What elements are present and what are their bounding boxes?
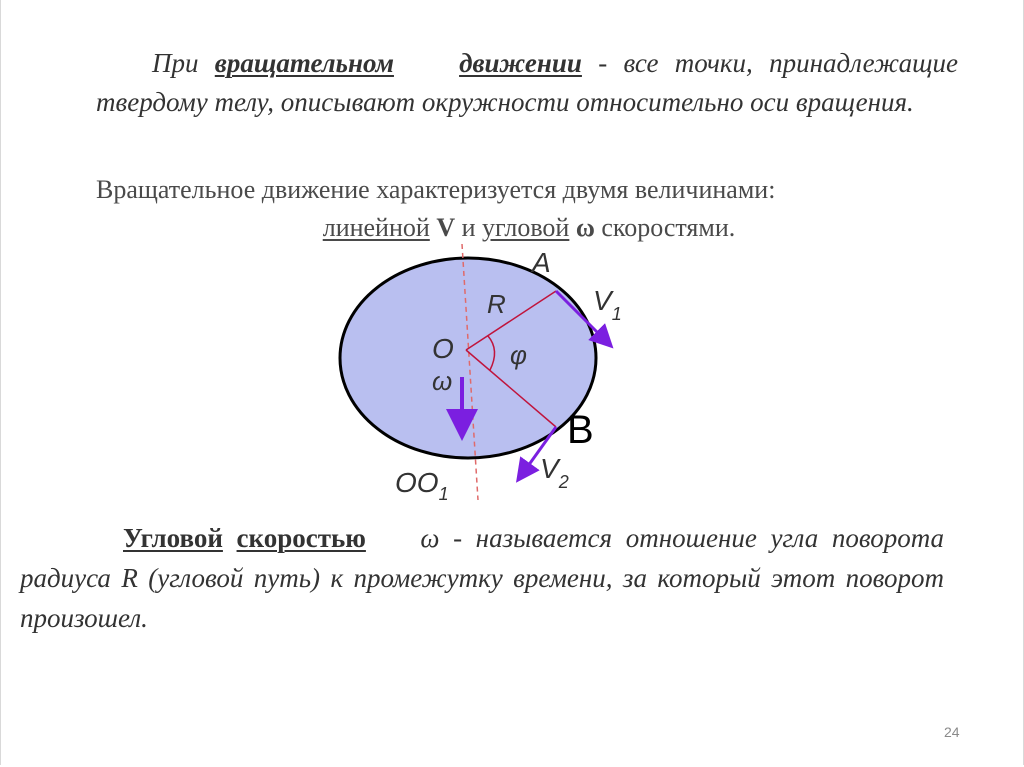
angular-word: угловой bbox=[482, 213, 570, 242]
label-R: R bbox=[487, 289, 506, 319]
and-word: и bbox=[455, 213, 483, 242]
label-OO1: $OO_1$ bbox=[395, 467, 449, 504]
term-velocity: скоростью bbox=[236, 523, 366, 553]
omega-symbol: ω bbox=[420, 523, 440, 553]
definition-rest: - все точки, принадлежащие твердому телу, описывают окружности относительно оси вращения. bbox=[96, 48, 959, 117]
label-O: O bbox=[432, 333, 454, 364]
characterization-line: Вращательное движение характеризуется двумя величинами: bbox=[96, 175, 776, 204]
rotating-disk bbox=[340, 258, 596, 458]
label-V1: $V_1$ bbox=[593, 285, 622, 324]
linear-word: линейной bbox=[322, 213, 430, 242]
angular-symbol: ω bbox=[575, 213, 595, 242]
label-phi: φ bbox=[510, 340, 527, 370]
label-B: B bbox=[567, 408, 594, 452]
term-rotational: вращательном bbox=[214, 48, 394, 78]
linear-symbol: V bbox=[436, 213, 456, 242]
page-number: 24 bbox=[944, 724, 960, 740]
speeds-word: скоростями. bbox=[594, 213, 736, 242]
lead-text: При bbox=[152, 48, 215, 78]
term-motion: движении bbox=[459, 48, 582, 78]
label-omega: ω bbox=[432, 366, 453, 396]
label-V2: $V_2$ bbox=[540, 453, 569, 492]
angular-definition-rest: - называется отношение угла поворота радиуса R (угловой путь) к промежутку времени, за который этот поворот произошел. bbox=[20, 523, 945, 633]
label-A: A bbox=[532, 247, 551, 278]
term-angular: Угловой bbox=[123, 523, 223, 553]
definition-angular-velocity bbox=[20, 518, 944, 638]
